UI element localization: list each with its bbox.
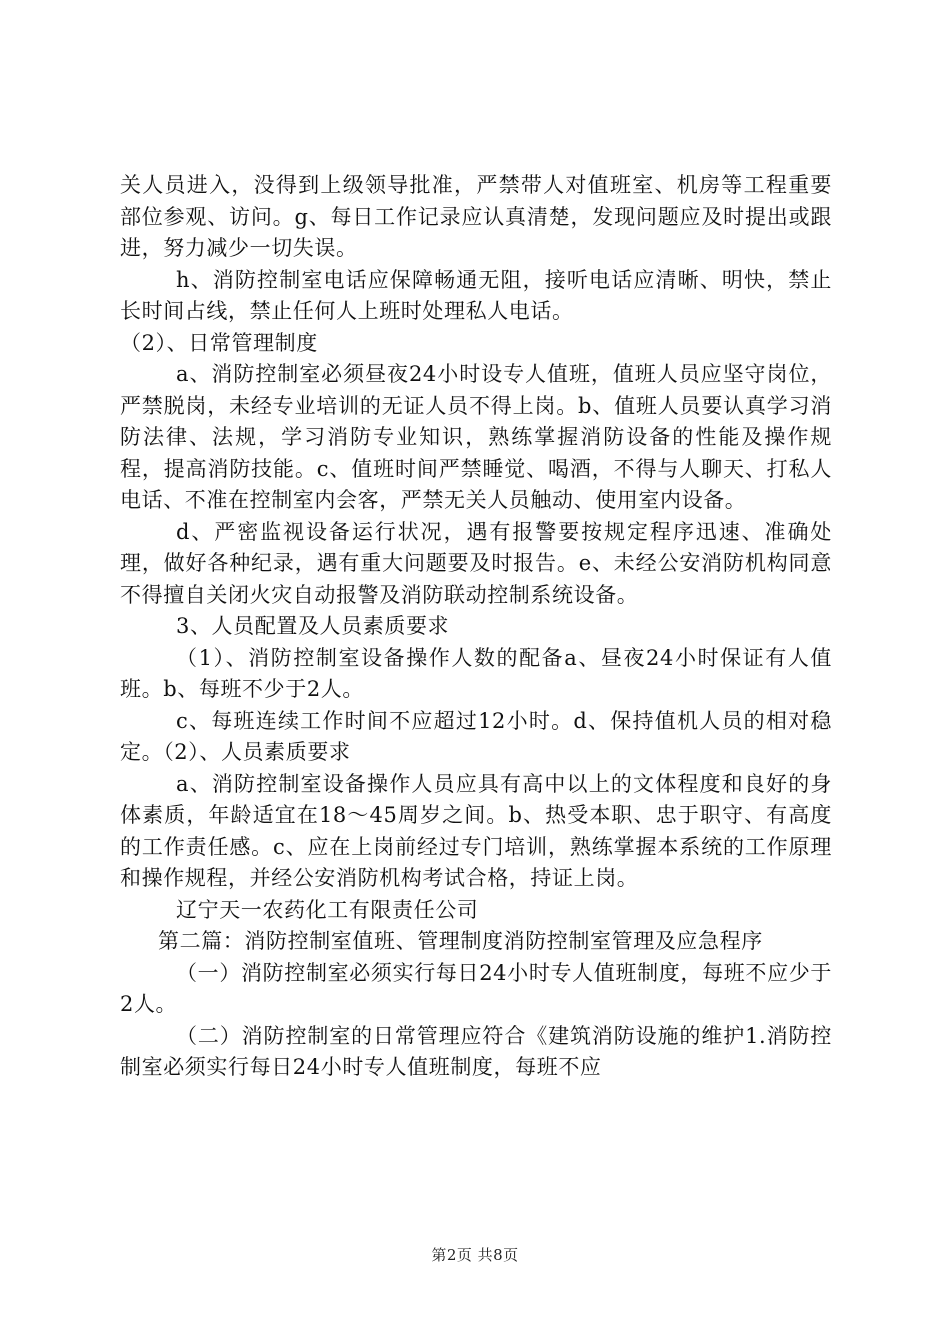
- document-body: [120, 170, 832, 1084]
- chapter-two-title: 第二篇：消防控制室值班、管理制度消防控制室管理及应急程序: [158, 929, 763, 953]
- paragraph-access-control: 关人员进入，没得到上级领导批准，严禁带人对值班室、机房等工程重要部位参观、访问。g、每日工作记录应认真清楚，发现问题应及时提出或跟进，努力减少一切失误。: [120, 173, 832, 260]
- company-signature: 辽宁天一农药化工有限责任公司: [176, 897, 479, 922]
- page-number: 第2页 共8页: [431, 1246, 519, 1264]
- paragraph-phone-rules: h、消防控制室电话应保障畅通无阻，接听电话应清晰、明快，禁止长时间占线，禁止任何人上班时处理私人电话。: [120, 267, 832, 323]
- paragraph-staff-count: （1）、消防控制室设备操作人数的配备a、昼夜24小时保证有人值班。b、每班不少于2人。: [120, 645, 832, 701]
- section-heading-daily-management: （2）、日常管理制度: [120, 330, 318, 355]
- paragraph-staff-quality: a、消防控制室设备操作人员应具有高中以上的文体程度和良好的身体素质，年龄适宜在18～45周岁之间。b、热受本职、忠于职守、有高度的工作责任感。c、应在上岗前经过专门培训，熟练掌握本系统的工作原理和操作规程，并经公安消防机构考试合格，持证上岗。: [120, 771, 832, 890]
- paragraph-monitoring-rules: d、严密监视设备运行状况，遇有报警要按规定程序迅速、准确处理，做好各种纪录，遇有重大问题要及时报告。e、未经公安消防机构同意不得擅自关闭火灾自动报警及消防联动控制系统设备。: [120, 519, 832, 607]
- paragraph-duty-rules: a、消防控制室必须昼夜24小时设专人值班，值班人员应坚守岗位，严禁脱岗，未经专业培训的无证人员不得上岗。b、值班人员要认真学习消防法律、法规，学习消防专业知识，熟练掌握消防设备的性能及操作规程，提高消防技能。c、值班时间严禁睡觉、喝酒，不得与人聊天、打私人电话、不准在控制室内会客，严禁无关人员触动、使用室内设备。: [120, 362, 832, 512]
- section-heading-staffing: 3、人员配置及人员素质要求: [176, 614, 450, 638]
- page-footer: [0, 1244, 950, 1265]
- paragraph-shift-length: c、每班连续工作时间不应超过12小时。d、保持值机人员的相对稳定。（2）、人员素质要求: [120, 708, 832, 764]
- paragraph-item-one: （一）消防控制室必须实行每日24小时专人值班制度，每班不应少于2人。: [120, 960, 832, 1016]
- paragraph-item-two: （二）消防控制室的日常管理应符合《建筑消防设施的维护1.消防控制室必须实行每日24小时专人值班制度，每班不应: [120, 1023, 832, 1079]
